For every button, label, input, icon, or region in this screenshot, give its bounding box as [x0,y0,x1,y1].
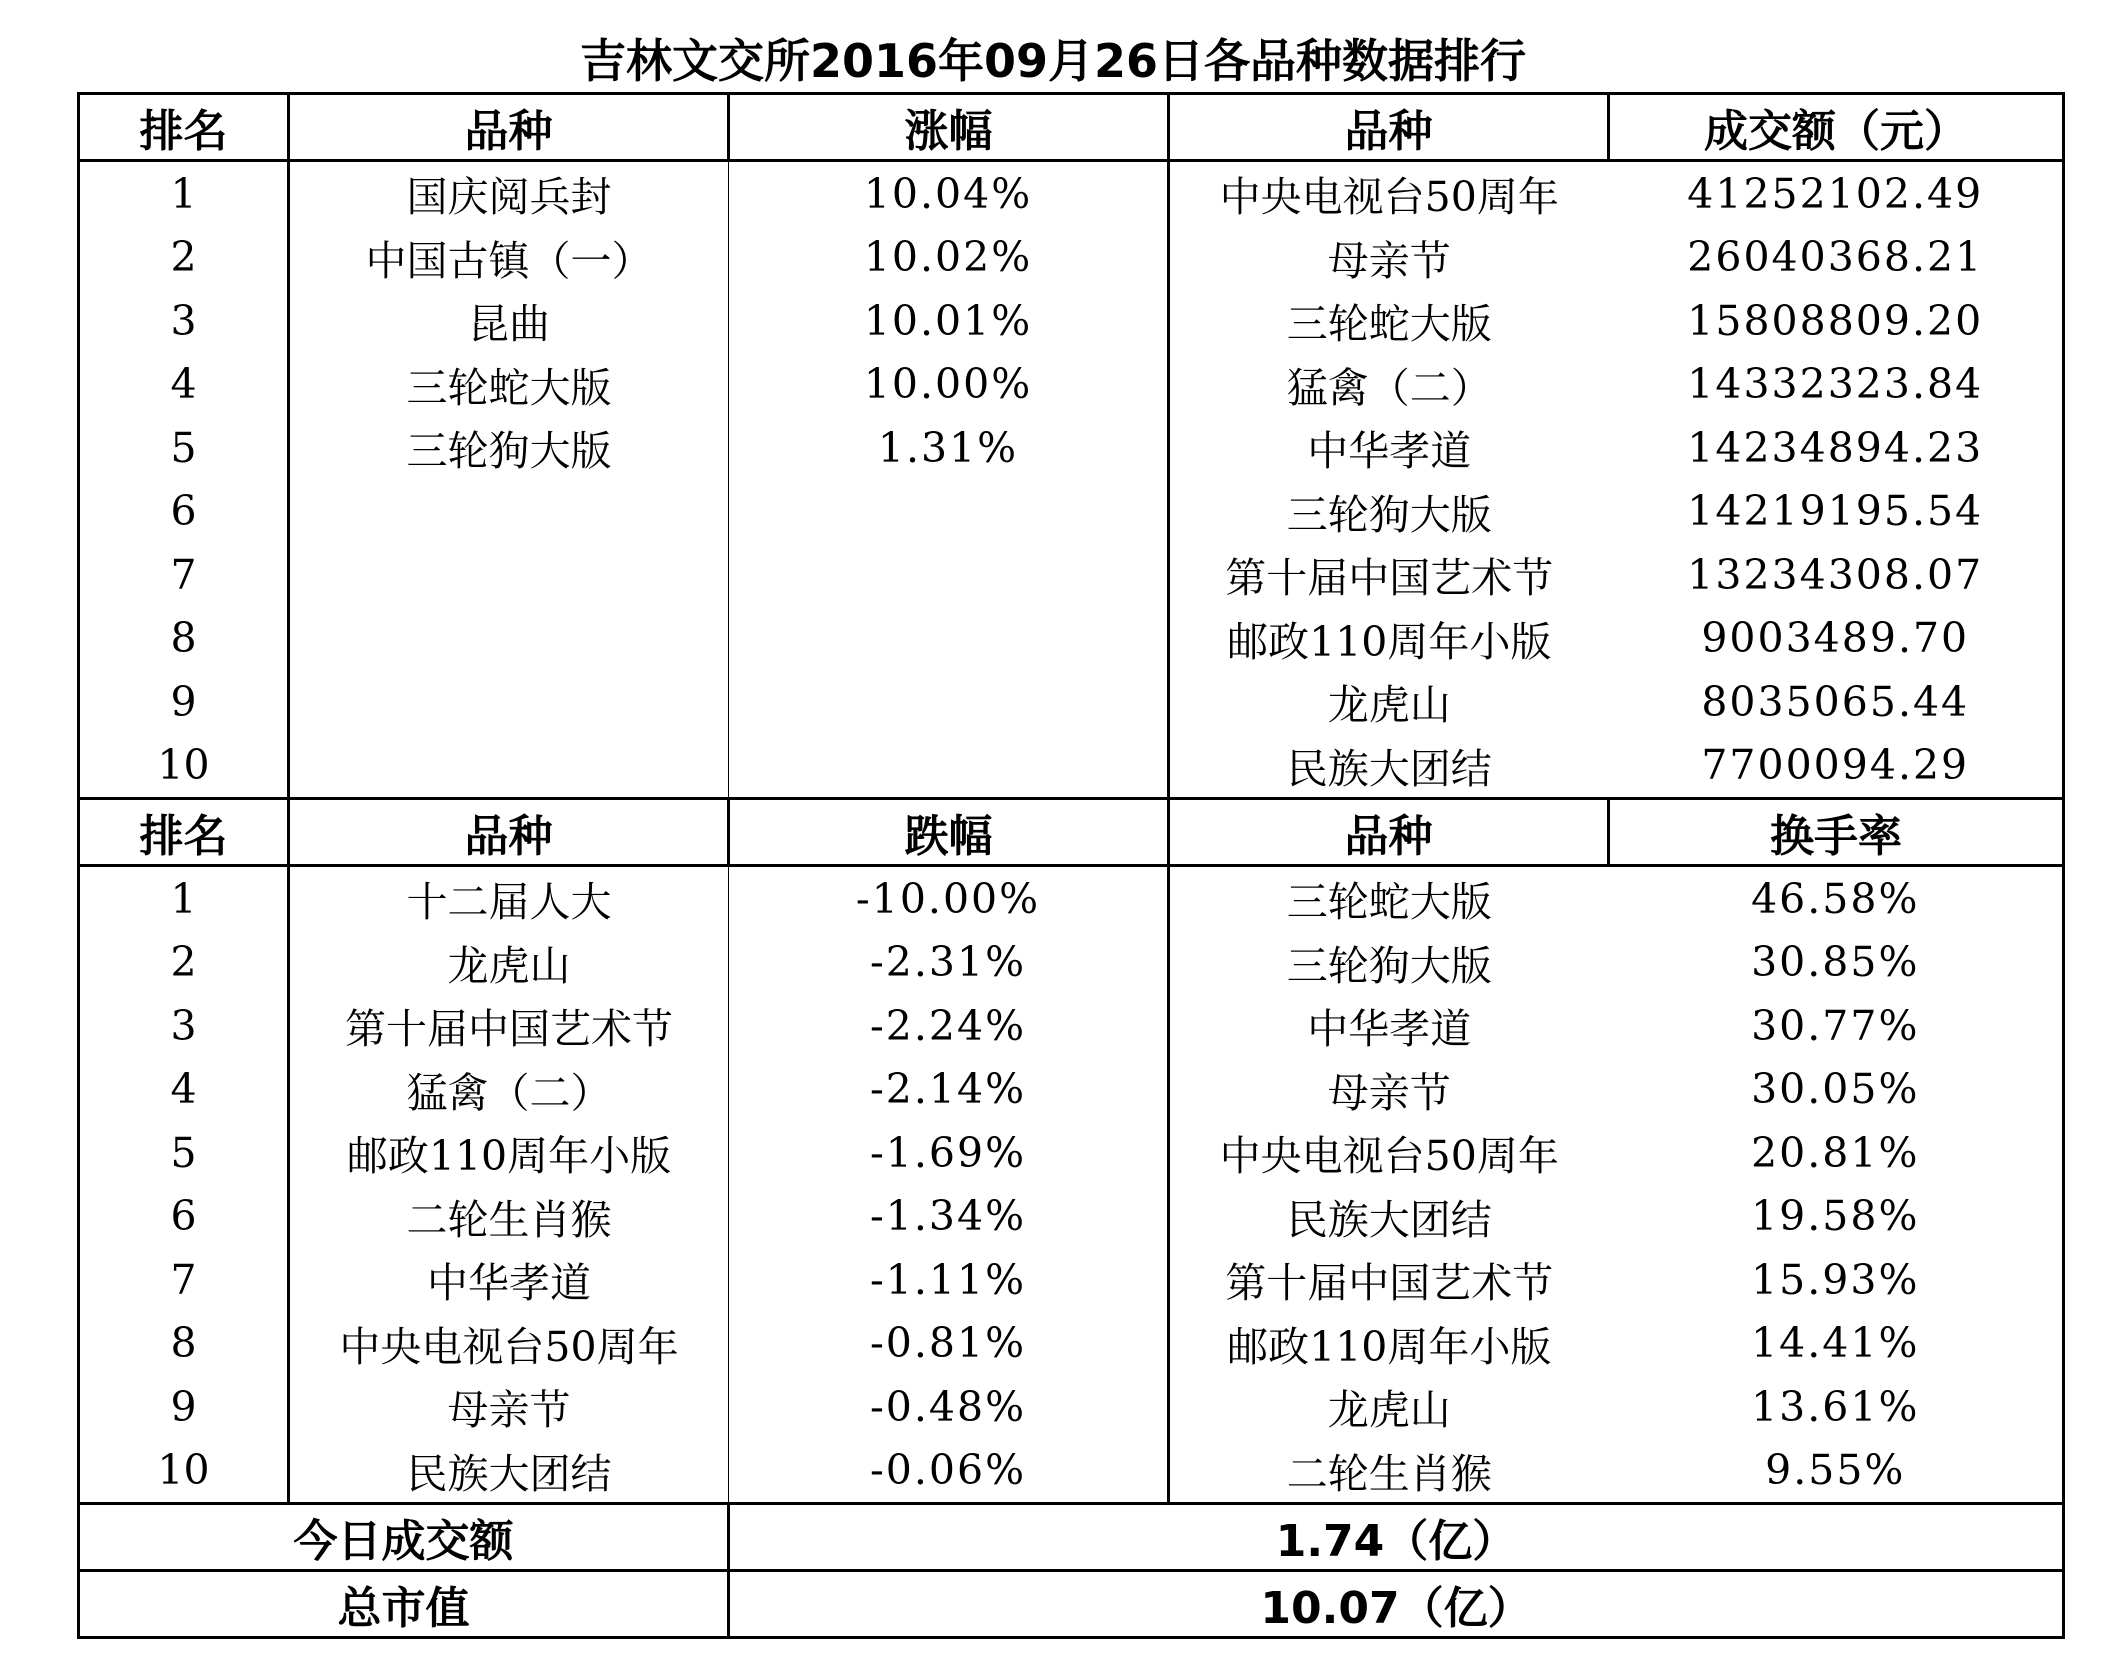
gainers-volume-section [79,94,2064,799]
rank-cell: 6 [79,480,289,544]
rank-cell: 4 [79,1058,289,1122]
rank-cell: 3 [79,994,289,1058]
value-cell: 19.58% [1609,1185,2064,1249]
variety-cell: 民族大团结 [1286,1195,1492,1244]
change-cell: 1.31% [729,416,1169,480]
variety-cell: 三轮蛇大版 [1286,300,1492,349]
rank-cell: 8 [79,1312,289,1376]
variety-cell: 邮政110周年小版 [1227,617,1552,666]
change-cell: -0.81% [729,1312,1169,1376]
rank-cell: 10 [79,1439,289,1504]
variety-cell: 昆曲 [289,289,729,353]
rank-cell: 9 [79,670,289,734]
rank-cell: 8 [79,607,289,671]
summary-section [79,1504,2064,1638]
variety-cell: 中央电视台50周年 [289,1312,729,1376]
variety-cell: 民族大团结 [1169,734,1609,799]
change-cell: -2.14% [729,1058,1169,1122]
change-cell [729,670,1169,734]
header-fall: 跌幅 [729,799,1169,866]
variety-cell: 中华孝道 [1307,1005,1472,1054]
variety-cell: 猛禽（二） [1286,363,1492,412]
ranking-table [77,92,2065,1639]
table-row [79,1312,2064,1376]
variety-cell: 猛禽（二） [289,1058,729,1122]
variety-cell [289,734,729,799]
variety-cell: 龙虎山 [1327,1386,1451,1435]
change-cell: 10.00% [729,353,1169,417]
table-row [79,607,2064,671]
value-cell: 20.81% [1609,1121,2064,1185]
table-row [79,1058,2064,1122]
value-cell: 41252102.49 [1609,161,2064,226]
rank-cell: 9 [79,1375,289,1439]
ranking-report [77,92,2062,1639]
report-title: 吉林文交所2016年09月26日各品种数据排行 [579,34,1527,88]
table-row [79,161,2064,226]
table-row [79,416,2064,480]
variety-cell: 中华孝道 [289,1248,729,1312]
table-row [79,866,2064,931]
value-cell: 13234308.07 [1609,543,2064,607]
value-cell: 26040368.21 [1609,226,2064,290]
change-cell: -2.31% [729,931,1169,995]
header-row [79,799,2064,866]
table-row [79,1185,2064,1249]
variety-cell: 第十届中国艺术节 [1225,1259,1554,1308]
change-cell: -1.11% [729,1248,1169,1312]
daily-turnover-value: 1.74（亿） [729,1504,2064,1571]
change-cell [729,734,1169,799]
variety-cell: 第十届中国艺术节 [1225,554,1554,603]
rank-cell: 5 [79,1121,289,1185]
variety-cell: 母亲节 [1327,1068,1451,1117]
variety-cell: 中华孝道 [1307,427,1472,476]
rank-cell: 1 [79,161,289,226]
variety-cell: 第十届中国艺术节 [289,994,729,1058]
header-variety: 品种 [289,799,729,866]
rank-cell: 5 [79,416,289,480]
value-cell: 15808809.20 [1609,289,2064,353]
variety-cell: 龙虎山 [1327,681,1451,730]
variety-cell: 中央电视台50周年 [1219,1132,1559,1181]
rank-cell: 4 [79,353,289,417]
header-rank: 排名 [79,799,289,866]
variety-cell [289,543,729,607]
variety-cell: 三轮蛇大版 [289,353,729,417]
change-cell: 10.01% [729,289,1169,353]
header-variety: 品种 [1169,94,1609,161]
rank-cell: 1 [79,866,289,931]
header-variety: 品种 [1169,799,1609,866]
table-row [79,226,2064,290]
rank-cell: 10 [79,734,289,799]
value-cell: 7700094.29 [1609,734,2064,799]
header-turnover-rate: 换手率 [1609,799,2064,866]
value-cell: 46.58% [1609,866,2064,931]
change-cell: -2.24% [729,994,1169,1058]
change-cell [729,607,1169,671]
rank-cell: 3 [79,289,289,353]
value-cell: 14219195.54 [1609,480,2064,544]
table-row [79,734,2064,799]
change-cell: -10.00% [729,866,1169,931]
market-value-value: 10.07（亿） [729,1571,2064,1638]
rank-cell: 2 [79,226,289,290]
value-cell: 30.85% [1609,931,2064,995]
losers-turnover-section [79,799,2064,1504]
table-row [79,1439,2064,1504]
table-row [79,543,2064,607]
variety-cell: 母亲节 [1327,236,1451,285]
value-cell: 30.77% [1609,994,2064,1058]
variety-cell [289,670,729,734]
header-row [79,94,2064,161]
change-cell: -0.48% [729,1375,1169,1439]
rank-cell: 7 [79,1248,289,1312]
variety-cell: 三轮狗大版 [1286,941,1492,990]
change-cell: -1.34% [729,1185,1169,1249]
variety-cell: 民族大团结 [289,1439,729,1504]
variety-cell: 三轮狗大版 [289,416,729,480]
variety-cell: 母亲节 [289,1375,729,1439]
table-row [79,994,2064,1058]
variety-cell: 二轮生肖猴 [289,1185,729,1249]
rank-cell: 7 [79,543,289,607]
header-turnover-amount: 成交额（元） [1609,94,2064,161]
header-rise: 涨幅 [729,94,1169,161]
variety-cell: 龙虎山 [289,931,729,995]
daily-turnover-label: 今日成交额 [79,1504,729,1571]
variety-cell: 三轮蛇大版 [1286,878,1492,927]
change-cell: 10.04% [729,161,1169,226]
variety-cell: 十二届人大 [289,866,729,931]
value-cell: 30.05% [1609,1058,2064,1122]
table-row [79,480,2064,544]
table-row [79,289,2064,353]
summary-row [79,1571,2064,1638]
rank-cell: 6 [79,1185,289,1249]
value-cell: 9.55% [1609,1439,2064,1504]
variety-cell [289,480,729,544]
variety-cell: 三轮狗大版 [1286,490,1492,539]
variety-cell: 中国古镇（一） [289,226,729,290]
variety-cell: 中央电视台50周年 [1219,173,1559,222]
summary-row [79,1504,2064,1571]
change-cell [729,480,1169,544]
value-cell: 14234894.23 [1609,416,2064,480]
value-cell: 15.93% [1609,1248,2064,1312]
change-cell: -0.06% [729,1439,1169,1504]
table-row [79,353,2064,417]
table-row [79,1121,2064,1185]
table-row [79,1375,2064,1439]
variety-cell: 邮政110周年小版 [1227,1322,1552,1371]
table-row [79,670,2064,734]
variety-cell [289,607,729,671]
value-cell: 9003489.70 [1609,607,2064,671]
value-cell: 8035065.44 [1609,670,2064,734]
variety-cell: 国庆阅兵封 [289,161,729,226]
change-cell: -1.69% [729,1121,1169,1185]
rank-cell: 2 [79,931,289,995]
variety-cell: 邮政110周年小版 [289,1121,729,1185]
value-cell: 14332323.84 [1609,353,2064,417]
table-row [79,931,2064,995]
change-cell [729,543,1169,607]
value-cell: 13.61% [1609,1375,2064,1439]
change-cell: 10.02% [729,226,1169,290]
header-rank: 排名 [79,94,289,161]
market-value-label: 总市值 [79,1571,729,1638]
table-row [79,1248,2064,1312]
value-cell: 14.41% [1609,1312,2064,1376]
header-variety: 品种 [289,94,729,161]
variety-cell: 二轮生肖猴 [1169,1439,1609,1504]
